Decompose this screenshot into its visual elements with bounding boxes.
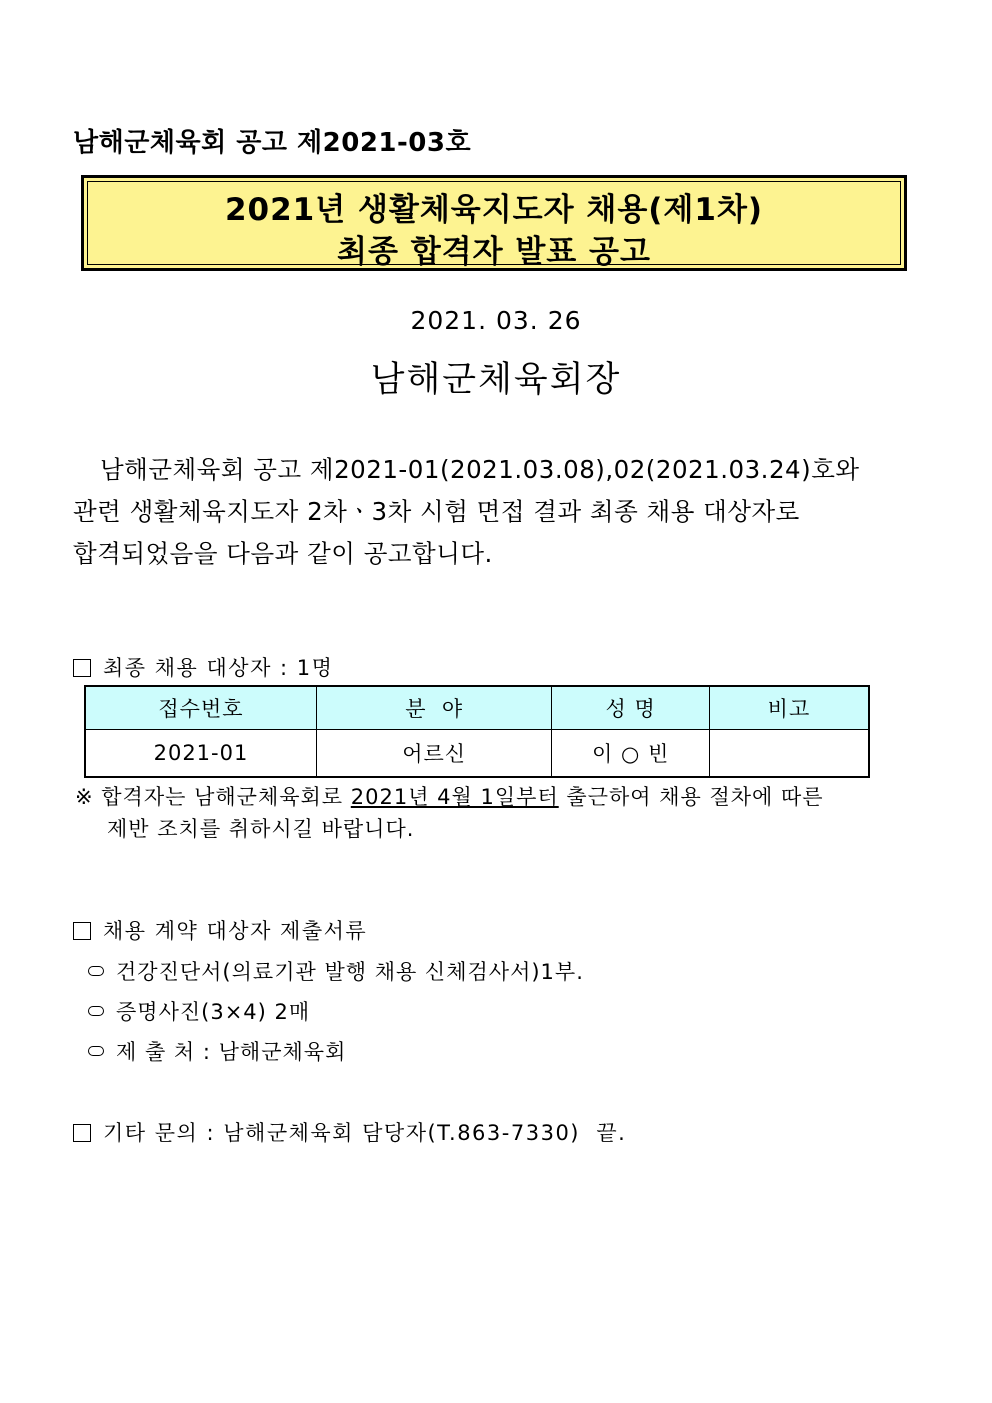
issuer: 남해군체육회장	[370, 360, 622, 400]
title-line-1: 2021년 생활체육지도자 채용(제1차)	[224, 192, 764, 228]
section-heading: 채용 계약 대상자 제출서류	[103, 919, 368, 943]
table-row	[85, 730, 869, 778]
list-item	[88, 1036, 346, 1066]
title-line-2: 최종 합격자 발표 공고	[337, 234, 651, 270]
table-header-row	[85, 686, 869, 730]
notice-number: 남해군체육회 공고 제2021-03호	[73, 128, 472, 158]
note-line-2: 제반 조치를 취하시길 바랍니다.	[107, 817, 415, 841]
list-item-text: 제 출 처 : 남해군체육회	[116, 1040, 347, 1064]
list-item	[88, 956, 584, 986]
checkbox-square-icon	[73, 922, 91, 940]
section-final-candidates	[73, 652, 333, 682]
cell-receipt-number: 2021-01	[85, 730, 316, 778]
announcement-date: 2021. 03. 26	[410, 306, 582, 335]
note-prefix: ※ 합격자는 남해군체육회로	[75, 785, 351, 809]
section-heading: 기타 문의 : 남해군체육회 담당자(T.863-7330) 끝.	[103, 1121, 627, 1145]
body-line-2: 관련 생활체육지도자 2차ㆍ3차 시험 면접 결과 최종 채용 대상자로	[73, 497, 800, 526]
list-item-text: 증명사진(3×4) 2매	[116, 1000, 311, 1024]
body-line-1: 남해군체육회 공고 제2021-01(2021.03.08),02(2021.03.24)호와	[100, 455, 860, 484]
header-cell-field: 분 야	[316, 686, 551, 730]
note-start-date: 2021년 4월 1일부터	[350, 785, 559, 809]
checkbox-square-icon	[73, 1124, 91, 1142]
section-heading: 최종 채용 대상자 : 1명	[103, 656, 334, 680]
checkbox-square-icon	[73, 659, 91, 677]
result-table	[84, 685, 870, 778]
note-suffix: 출근하여 채용 절차에 따른	[558, 785, 824, 809]
cell-remarks	[709, 730, 869, 778]
cell-field: 어르신	[316, 730, 551, 778]
title-box	[81, 175, 907, 271]
note-line-1	[75, 781, 824, 811]
bullet-icon	[88, 966, 104, 976]
bullet-icon	[88, 1046, 104, 1056]
section-documents	[73, 915, 367, 945]
header-cell-remarks: 비고	[709, 686, 869, 730]
header-cell-name: 성 명	[552, 686, 710, 730]
bullet-icon	[88, 1006, 104, 1016]
list-item-text: 건강진단서(의료기관 발행 채용 신체검사서)1부.	[116, 960, 584, 984]
list-item	[88, 996, 310, 1026]
section-contact	[73, 1117, 626, 1147]
header-cell-receipt-number: 접수번호	[85, 686, 316, 730]
body-line-3: 합격되었음을 다음과 같이 공고합니다.	[73, 539, 493, 568]
cell-name: 이 ○ 빈	[552, 730, 710, 778]
